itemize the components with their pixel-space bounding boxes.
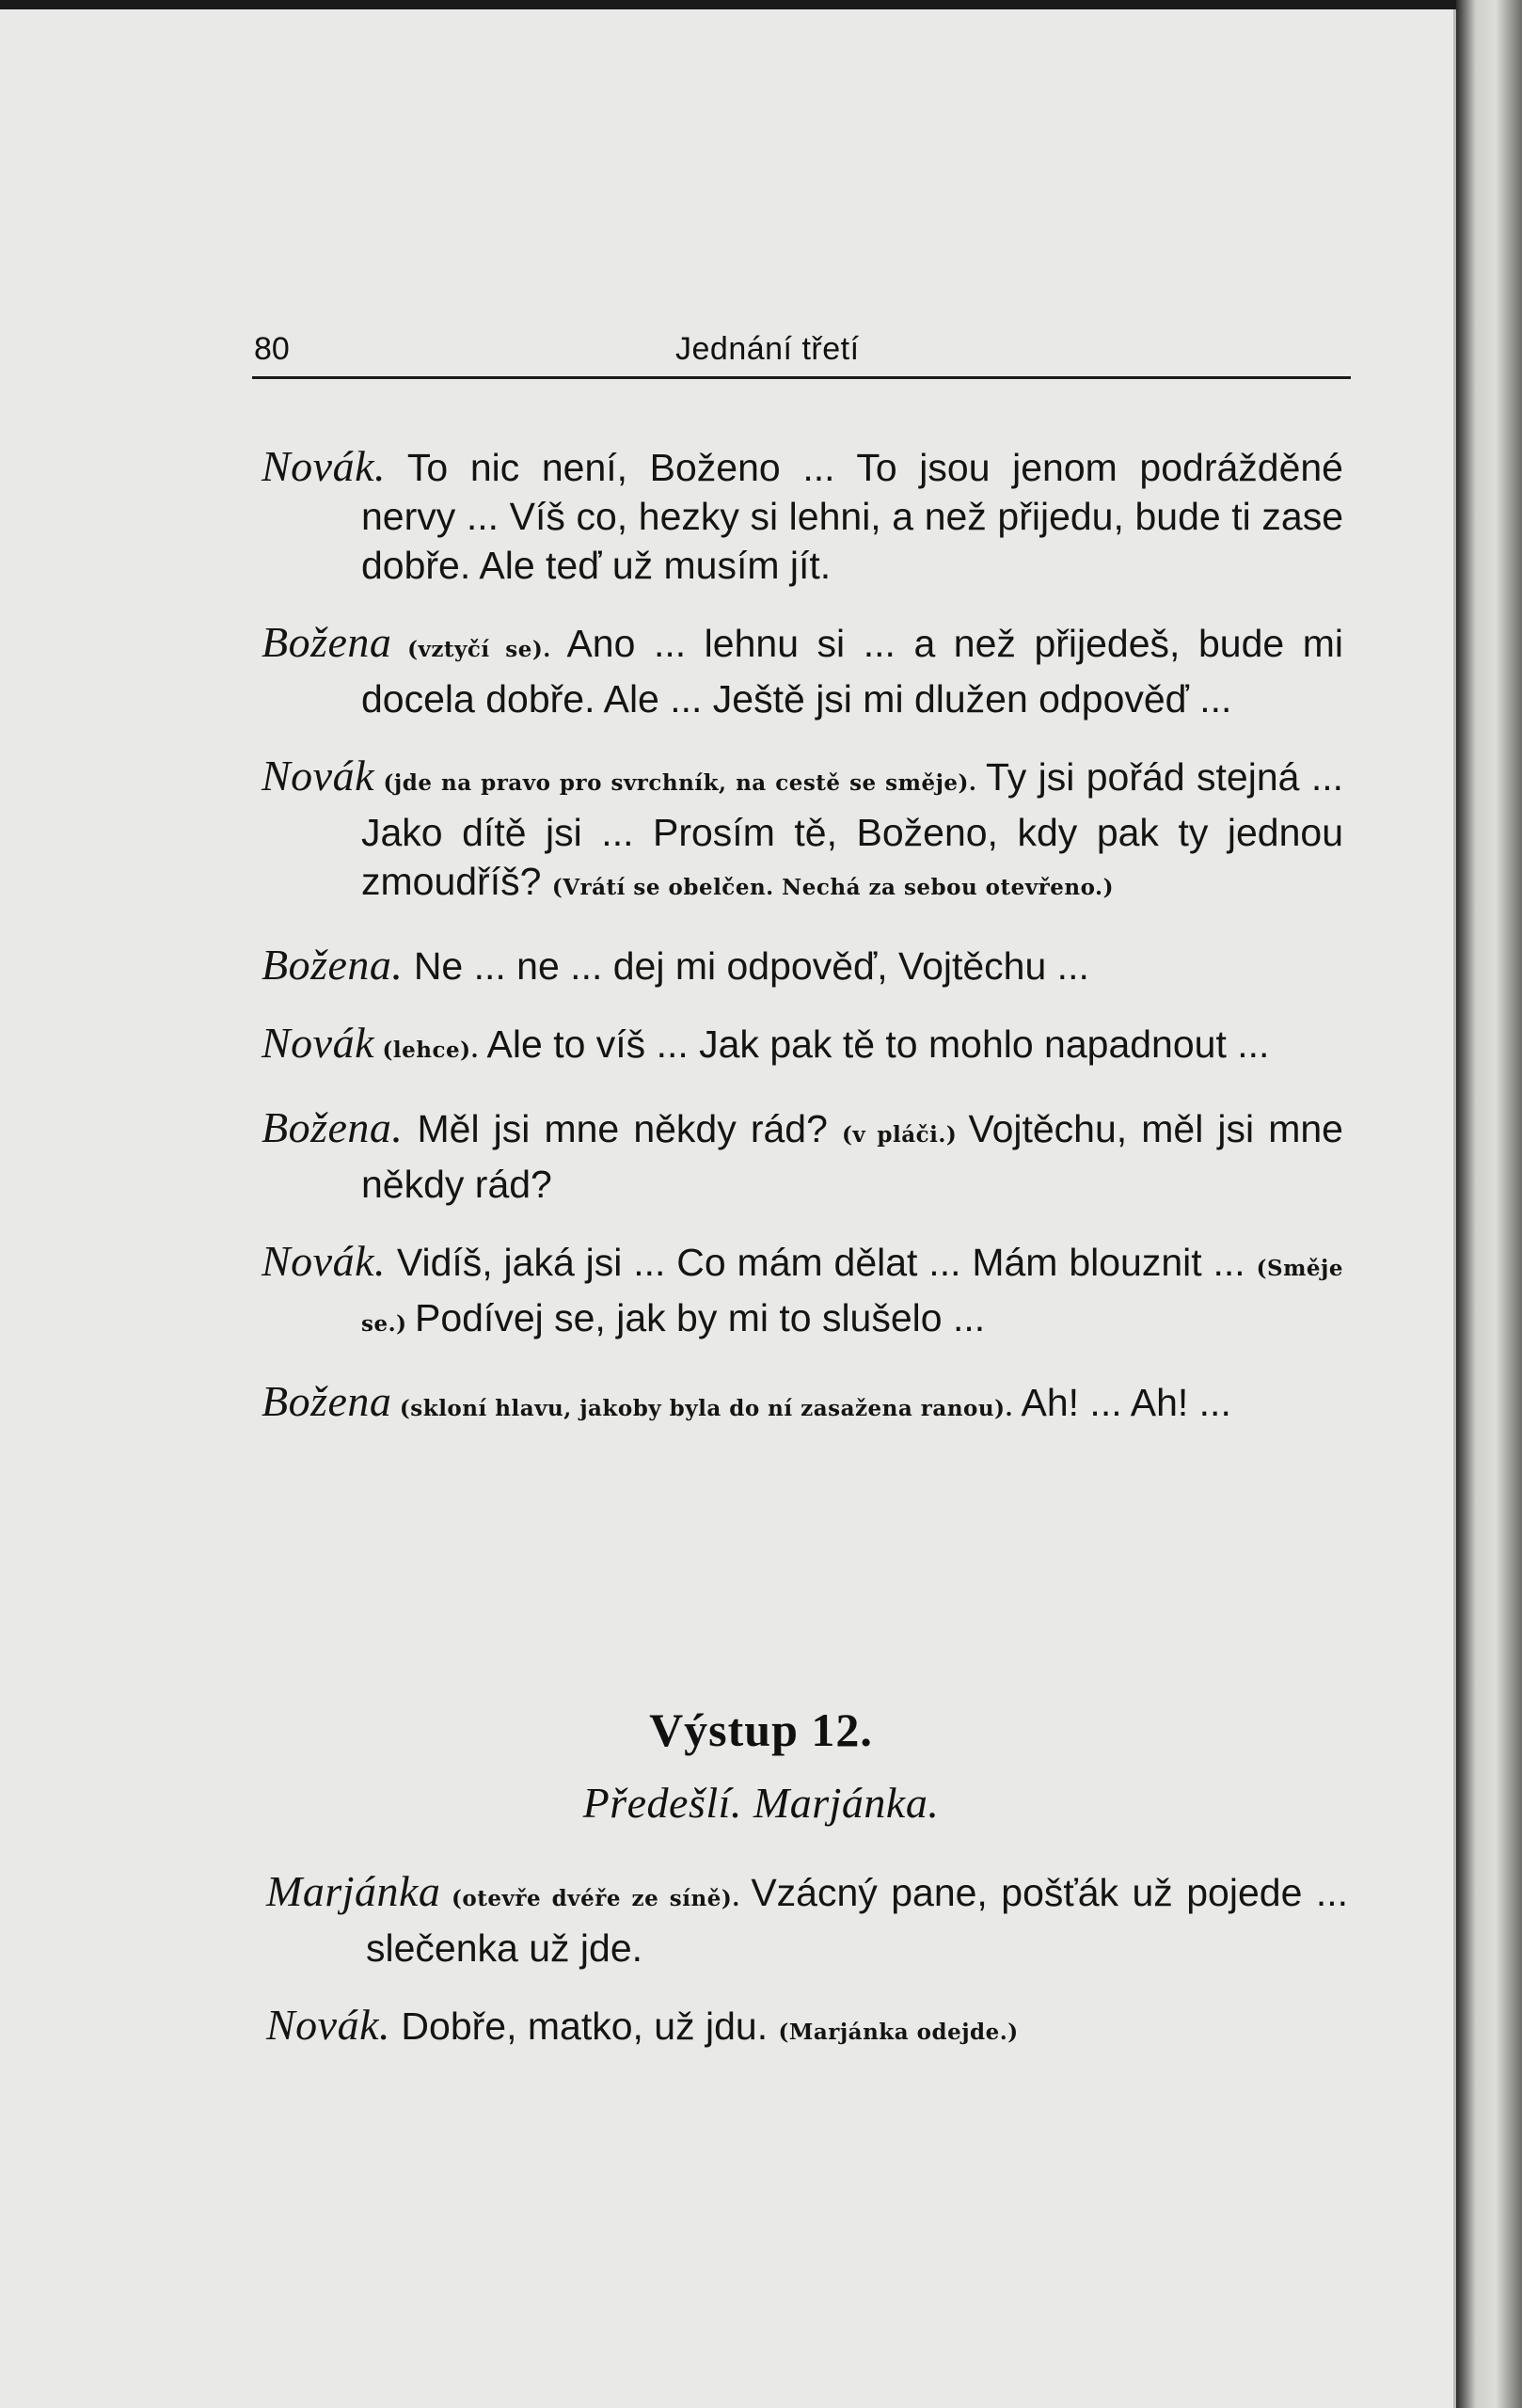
speech-text: Dobře, matko, už jdu. [390, 2004, 779, 2048]
speech-text: Vidíš, jaká jsi ... Co mám dělat ... Mám blouznit ... [386, 1241, 1257, 1284]
speech-text: Ah! ... Ah! ... [1021, 1381, 1231, 1424]
speaker-name: Božena [262, 1377, 392, 1425]
speech-paragraph [262, 941, 1343, 990]
speaker-name: Novák [262, 1019, 375, 1067]
dialogue-block [262, 442, 1343, 1462]
speech-text: To nic není, Boženo ... To jsou jenom podrážděné nervy ... Víš co, hezky si lehni, a než přijedu, bude ti zase dobře. Ale teď už musím jít. [361, 446, 1343, 587]
speech-paragraph [262, 1237, 1343, 1349]
stage-direction: (Marjánka odejde.) [778, 2020, 1019, 2045]
speech-text: Vojtěchu, měl jsi mne někdy rád? [361, 1107, 1343, 1206]
speech-paragraph [262, 442, 1343, 590]
stage-direction: (otevře dvéře ze síně). [440, 1886, 752, 1911]
speech-text: Ale to víš ... Jak pak tě to mohlo napadnout ... [486, 1022, 1270, 1066]
speech-paragraph [262, 618, 1343, 723]
stage-direction: (v pláči.) [841, 1122, 969, 1148]
speech-text: Vzácný pane, pošťák už pojede ... slečenka už jde. [366, 1871, 1348, 1970]
speaker-name: Marjánka [266, 1867, 441, 1915]
speech-paragraph [266, 2001, 1348, 2057]
speech-paragraph [262, 752, 1343, 912]
speech-paragraph [262, 1019, 1343, 1075]
speech-paragraph [262, 1377, 1343, 1434]
speech-text: Podívej se, jak by mi to slušelo ... [414, 1296, 986, 1339]
section-subtitle: Předešlí. Marjánka. [582, 1779, 940, 1827]
speech-text: Ano ... lehnu si ... a než přijedeš, bude mi docela dobře. Ale ... Ještě jsi mi dlužen odpověď ... [361, 622, 1344, 721]
stage-direction: (vztyčí se). [391, 637, 567, 662]
page-number: 80 [254, 331, 290, 367]
speaker-name: Božena. [262, 941, 404, 989]
stage-direction: (Směje se.) [361, 1256, 1343, 1337]
stage-direction: (jde na pravo pro svrchník, na cestě se směje). [374, 770, 986, 796]
speaker-name: Božena. [262, 1103, 404, 1151]
book-spine [1456, 0, 1522, 2408]
page-header [252, 329, 1351, 379]
speaker-name: Božena [262, 618, 392, 666]
speaker-name: Novák. [262, 442, 387, 490]
speaker-name: Novák [262, 752, 375, 800]
speech-text: Měl jsi mne někdy rád? [403, 1107, 842, 1150]
running-title: Jednání třetí [675, 331, 860, 367]
stage-direction: (lehce). [374, 1038, 487, 1063]
stage-direction: (Vrátí se obelčen. Nechá za sebou otevřeno.) [551, 875, 1114, 900]
speech-paragraph [266, 1867, 1348, 1972]
speech-text: Ty jsi pořád stejná ... Jako dítě jsi ... Prosím tě, Boženo, kdy pak ty jednou zmoudříš? [361, 755, 1343, 903]
speech-paragraph [262, 1103, 1343, 1209]
dialogue-block-2 [266, 1867, 1348, 2085]
section-title: Výstup 12. [649, 1703, 873, 1756]
speaker-name: Novák. [262, 1237, 387, 1285]
speaker-name: Novák. [266, 2001, 391, 2049]
speech-text: Ne ... ne ... dej mi odpověď, Vojtěchu ... [403, 944, 1089, 988]
stage-direction: (skloní hlavu, jakoby byla do ní zasažena ranou). [391, 1396, 1022, 1421]
